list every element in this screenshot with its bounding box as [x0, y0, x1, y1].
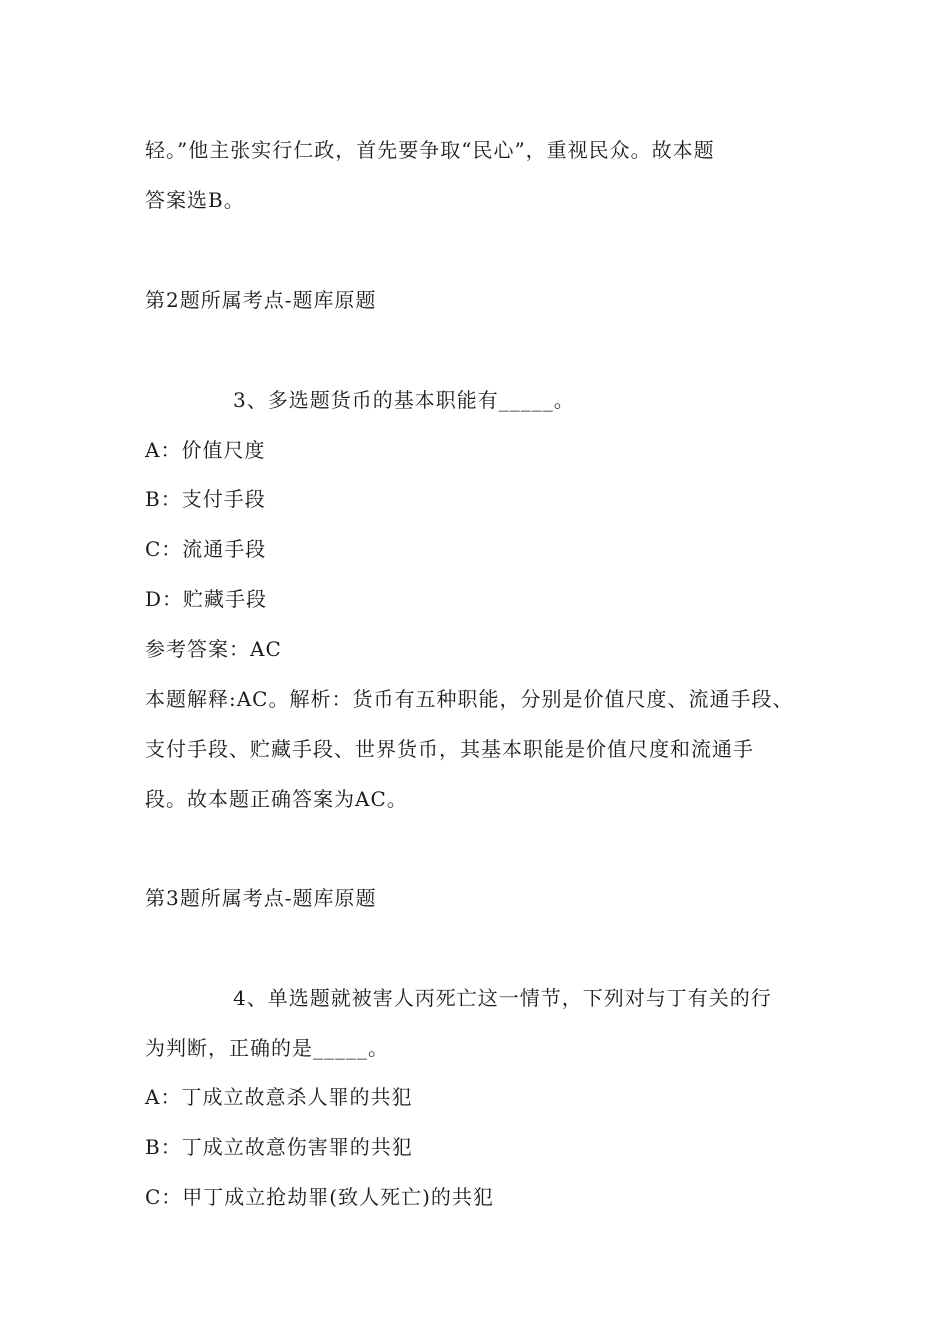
- q4-option-c: C：甲丁成立抢劫罪(致人死亡)的共犯: [145, 1185, 494, 1209]
- q2-explanation-line-2: 答案选B。: [145, 188, 245, 212]
- q4-option-a: A：丁成立故意杀人罪的共犯: [145, 1085, 413, 1109]
- q3-explanation-line-1: 本题解释:AC。解析：货币有五种职能，分别是价值尺度、流通手段、: [145, 687, 794, 711]
- q4-question-line-2: 为判断，正确的是_____。: [145, 1036, 389, 1060]
- q3-source-note: 第3题所属考点-题库原题: [145, 886, 377, 910]
- q3-option-a: A：价值尺度: [145, 438, 266, 462]
- q3-explanation-line-3: 段。故本题正确答案为AC。: [145, 787, 408, 811]
- q3-explanation-line-2: 支付手段、贮藏手段、世界货币，其基本职能是价值尺度和流通手: [145, 737, 754, 761]
- q3-question: 3、多选题货币的基本职能有_____。: [233, 388, 575, 412]
- q4-question-line-1: 4、单选题就被害人丙死亡这一情节，下列对与丁有关的行: [233, 986, 772, 1010]
- q3-option-b: B：支付手段: [145, 487, 266, 511]
- q3-option-d: D：贮藏手段: [145, 587, 268, 611]
- q3-option-c: C：流通手段: [145, 537, 267, 561]
- q4-option-b: B：丁成立故意伤害罪的共犯: [145, 1135, 413, 1159]
- q3-answer: 参考答案：AC: [145, 637, 282, 661]
- q2-explanation-line-1: 轻。”他主张实行仁政，首先要争取“民心”，重视民众。故本题: [145, 138, 715, 162]
- q2-source-note: 第2题所属考点-题库原题: [145, 288, 377, 312]
